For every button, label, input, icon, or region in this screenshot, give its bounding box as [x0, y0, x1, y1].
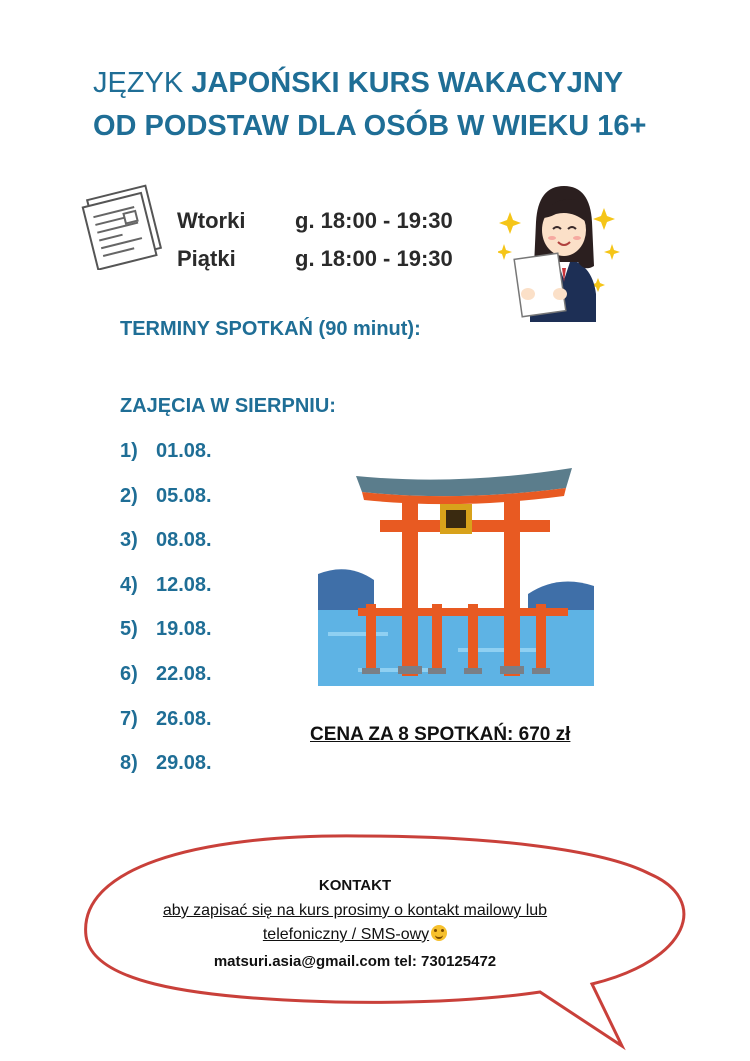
- schedule-row: [177, 202, 453, 240]
- date-value: 29.08.: [156, 752, 212, 775]
- date-value: 12.08.: [156, 573, 212, 596]
- schedule-block: [177, 202, 453, 278]
- date-number: 5): [120, 618, 138, 641]
- title-line-1: [93, 62, 646, 105]
- schedule-row: [177, 240, 453, 278]
- schedule-day: Wtorki: [177, 208, 246, 233]
- date-item: [120, 570, 212, 615]
- schedule-time: g. 18:00 - 19:30: [295, 208, 453, 233]
- dates-list: [120, 436, 212, 793]
- date-value: 19.08.: [156, 618, 212, 641]
- month-heading: ZAJĘCIA W SIERPNIU:: [120, 395, 336, 417]
- contact-text-line-1: aby zapisać się na kurs prosimy o kontakt mailowy lub: [162, 902, 548, 919]
- date-number: 1): [120, 440, 138, 462]
- date-item: [120, 748, 212, 793]
- schedule-time: g. 18:00 - 19:30: [295, 246, 453, 271]
- date-item: [120, 704, 212, 749]
- phone-number: tel: 730125472: [394, 953, 497, 970]
- date-number: 2): [120, 484, 138, 507]
- date-value: 08.08.: [156, 529, 212, 552]
- terms-heading: TERMINY SPOTKAŃ (90 minut):: [120, 318, 421, 340]
- title-course-name: JAPOŃSKI KURS WAKACYJNY: [191, 67, 624, 99]
- date-item: [120, 436, 212, 481]
- girl-with-paper-icon: [498, 182, 628, 322]
- title-line-2: OD PODSTAW DLA OSÓB W WIEKU 16+: [93, 110, 647, 142]
- date-number: 4): [120, 573, 138, 596]
- email-address[interactable]: matsuri.asia@gmail.com: [213, 953, 391, 970]
- date-item: [120, 659, 212, 704]
- price-label: CENA ZA 8 SPOTKAŃ: 670 zł: [310, 724, 571, 745]
- page-title: [93, 62, 646, 148]
- date-item: [120, 525, 212, 570]
- date-value: 01.08.: [156, 440, 212, 462]
- contact-block: [100, 877, 610, 970]
- date-value: 22.08.: [156, 662, 212, 685]
- date-item: [120, 481, 212, 526]
- date-number: 8): [120, 752, 138, 775]
- torii-gate-icon: [318, 462, 598, 692]
- date-number: 7): [120, 707, 138, 730]
- date-number: 6): [120, 662, 138, 685]
- date-item: [120, 614, 212, 659]
- date-value: 05.08.: [156, 484, 212, 507]
- smiley-emoji-icon: [431, 925, 447, 941]
- schedule-day: Piątki: [177, 246, 236, 271]
- contact-details: [100, 953, 610, 970]
- title-word-jezyk: JĘZYK: [93, 67, 184, 99]
- date-number: 3): [120, 529, 138, 552]
- contact-text-line-2-text: telefoniczny / SMS-owy: [262, 926, 430, 943]
- document-icon: [76, 178, 172, 270]
- contact-heading: KONTAKT: [318, 877, 392, 894]
- contact-text-line-2: [100, 923, 610, 947]
- date-value: 26.08.: [156, 707, 212, 730]
